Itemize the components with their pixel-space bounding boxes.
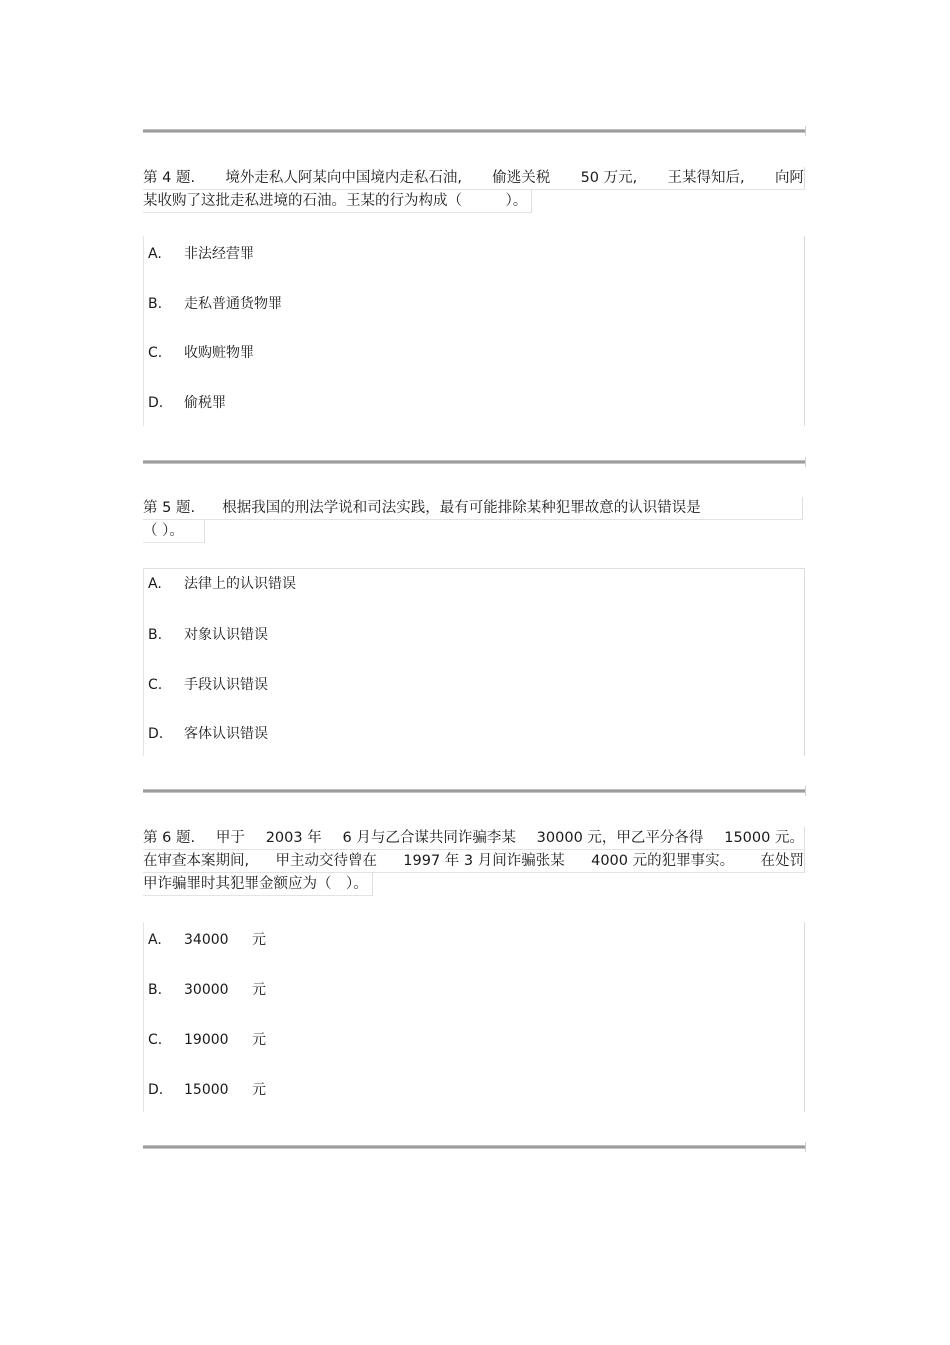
- question-text: 向阿: [774, 170, 804, 186]
- option-text: 收购赃物罪: [184, 345, 254, 361]
- question-text: 1997 年 3 月间诈骗张某: [403, 853, 565, 869]
- option-letter: A.: [148, 576, 162, 592]
- question-4-options: [143, 236, 805, 426]
- question-line: [143, 850, 805, 873]
- option-letter: B.: [148, 982, 163, 998]
- option-d[interactable]: [148, 394, 226, 412]
- option-text: 客体认识错误: [184, 726, 268, 742]
- option-b[interactable]: [148, 295, 282, 313]
- section-divider: [143, 460, 806, 464]
- option-text: 走私普通货物罪: [184, 296, 282, 312]
- section-divider: [143, 129, 806, 133]
- question-text: 6 月与乙合谋共同诈骗李某: [342, 830, 516, 846]
- option-amount: 34000: [184, 932, 229, 948]
- question-line: [143, 167, 805, 190]
- question-text: 某收购了这批走私进境的石油。王某的行为构成（ ）。: [143, 193, 528, 209]
- option-unit: 元: [252, 1082, 266, 1098]
- option-unit: 元: [252, 932, 266, 948]
- question-number: 第 4 题.: [143, 170, 196, 186]
- option-a[interactable]: [148, 931, 266, 949]
- option-text: 手段认识错误: [184, 677, 268, 693]
- option-c[interactable]: [148, 676, 268, 694]
- question-6-options: [143, 922, 805, 1112]
- option-text: 法律上的认识错误: [184, 576, 296, 592]
- option-letter: A.: [148, 932, 162, 948]
- question-text: 15000 元。: [724, 830, 804, 846]
- question-5-options: [143, 568, 805, 756]
- question-text: 30000 元，甲乙平分各得: [536, 830, 704, 846]
- question-text: 2003 年: [265, 830, 322, 846]
- question-line: [143, 873, 373, 896]
- option-unit: 元: [252, 1032, 266, 1048]
- option-amount: 30000: [184, 982, 229, 998]
- question-text: （ ）。: [143, 523, 184, 539]
- option-letter: C.: [148, 677, 163, 693]
- question-line: [143, 827, 805, 850]
- question-text: 甲于: [215, 830, 245, 846]
- option-letter: C.: [148, 345, 163, 361]
- question-text: 境外走私人阿某向中国境内走私石油,: [225, 170, 462, 186]
- option-letter: A.: [148, 246, 162, 262]
- option-letter: C.: [148, 1032, 163, 1048]
- section-divider: [143, 1145, 806, 1149]
- question-text: 甲主动交待曾在: [275, 853, 377, 869]
- question-text: 在处罚: [760, 853, 804, 869]
- question-4-stem: [143, 167, 805, 213]
- option-text: 偷税罪: [184, 395, 226, 411]
- option-text: 对象认识错误: [184, 627, 268, 643]
- question-line: [143, 190, 532, 213]
- question-number: 第 6 题.: [143, 830, 196, 846]
- option-text: 非法经营罪: [184, 246, 254, 262]
- question-line: [143, 520, 205, 543]
- question-text: 在审查本案期间,: [143, 853, 250, 869]
- option-d[interactable]: [148, 1081, 266, 1099]
- option-a[interactable]: [148, 245, 254, 263]
- option-unit: 元: [252, 982, 266, 998]
- question-text: 偷逃关税: [492, 170, 551, 186]
- question-text: 50 万元,: [580, 170, 638, 186]
- question-number: 第 5 题.: [143, 500, 196, 516]
- option-b[interactable]: [148, 626, 268, 644]
- section-divider: [143, 789, 806, 793]
- question-text: 根据我国的刑法学说和司法实践，最有可能排除某种犯罪故意的认识错误是: [222, 500, 701, 516]
- option-amount: 19000: [184, 1032, 229, 1048]
- option-c[interactable]: [148, 1031, 266, 1049]
- option-a[interactable]: [148, 575, 296, 593]
- option-b[interactable]: [148, 981, 266, 999]
- option-d[interactable]: [148, 725, 268, 743]
- question-line: [143, 497, 803, 520]
- option-letter: B.: [148, 296, 163, 312]
- option-letter: D.: [148, 726, 164, 742]
- option-amount: 15000: [184, 1082, 229, 1098]
- question-5-stem: [143, 497, 805, 543]
- question-6-stem: [143, 827, 805, 896]
- option-letter: D.: [148, 395, 164, 411]
- question-text: 甲诈骗罪时其犯罪金额应为（ ）。: [143, 876, 368, 892]
- question-text: 王某得知后,: [667, 170, 745, 186]
- option-letter: D.: [148, 1082, 164, 1098]
- option-c[interactable]: [148, 344, 254, 362]
- question-text: 4000 元的犯罪事实。: [591, 853, 735, 869]
- option-letter: B.: [148, 627, 163, 643]
